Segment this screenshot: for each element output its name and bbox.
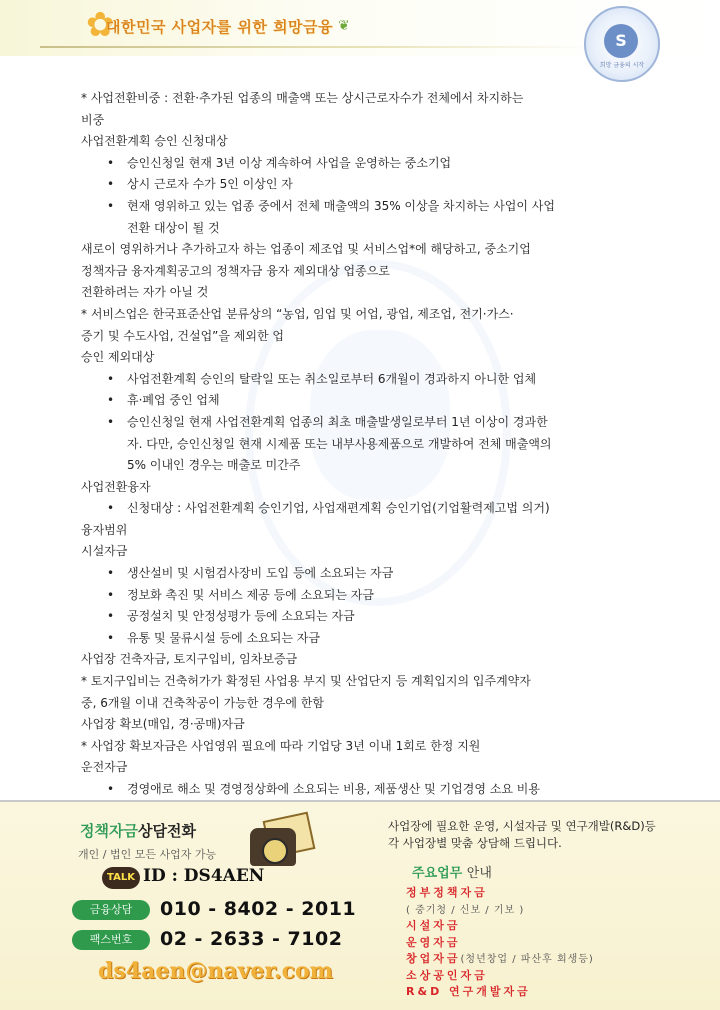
service-item-label: R&D 연구개발자금 (406, 985, 531, 998)
bullet-dot-icon: • (107, 501, 115, 516)
bullet-item (81, 369, 646, 391)
text-line: 융자범위 (81, 522, 128, 537)
service-item (406, 884, 488, 900)
bullet-item (81, 779, 646, 801)
kakaotalk-id[interactable]: ID : DS4AEN (143, 866, 265, 886)
bullet-text: 현재 영위하고 있는 업종 중에서 전체 매출액의 35% 이상을 차지하는 사업이 사업 (127, 198, 555, 213)
text-line: * 사업장 확보자금은 사업영위 필요에 따라 기업당 3년 이내 1회로 한정 지원 (81, 738, 481, 753)
leaf-icon: ❦ (338, 18, 350, 34)
service-item-label: 운영자금 (406, 935, 461, 949)
bullet-dot-icon: • (107, 587, 115, 602)
footer-title-black: 상담전화 (137, 822, 196, 840)
text-line: 새로이 영위하거나 추가하고자 하는 업종이 제조업 및 서비스업*에 해당하고, 중소기업 (81, 242, 531, 257)
service-item (406, 950, 594, 966)
services-heading-black: 안내 (466, 866, 492, 881)
text-line: * 서비스업은 한국표준산업 분류상의 “농업, 임업 및 어업, 광업, 제조업, 전기·가스· (81, 306, 514, 321)
bullet-text: 공정설치 및 안정성평가 등에 소요되는 자금 (127, 609, 355, 624)
bullet-dot-icon: • (107, 414, 115, 429)
text-line: 사업전환계획 승인 신청대상 (81, 134, 228, 149)
bullet-continuation: 전환 대상이 될 것 (127, 220, 220, 235)
flower-icon: ✿ (86, 5, 115, 45)
text-line: 시설자금 (81, 544, 128, 559)
bullet-item (81, 498, 646, 520)
bullet-continuation: 자. 다만, 승인신청일 현재 시제품 또는 내부사용제품으로 개발하여 전체 매출액의 (127, 436, 552, 451)
text-line: * 토지구입비는 건축허가가 확정된 사업용 부지 및 산업단지 등 계획입지의 입주계약자 (81, 674, 531, 689)
bullet-item (81, 196, 646, 218)
text-line: 증기 및 수도사업, 건설업”을 제외한 업 (81, 328, 284, 343)
bullet-item (81, 390, 646, 412)
service-item-label: 소상공인자금 (406, 968, 488, 982)
bullet-text: 생산설비 및 시험검사장비 도입 등에 소요되는 자금 (127, 566, 394, 581)
bullet-item (81, 563, 646, 585)
service-item-label: 정부정책자금 (406, 886, 488, 899)
bullet-text: 유통 및 물류시설 등에 소요되는 자금 (127, 630, 320, 645)
bullet-item (81, 606, 646, 628)
bullet-item (81, 174, 646, 196)
seal-logo (584, 6, 660, 82)
document-body (81, 88, 646, 801)
bullet-dot-icon: • (107, 566, 115, 581)
service-item-label: 시설자금 (406, 919, 461, 932)
text-line: 정책자금 융자계획공고의 정책자금 융자 제외대상 업종으로 (81, 263, 390, 278)
footer-subtitle: 개인 / 법인 모든 사업자 가능 (78, 848, 217, 861)
bullet-item (81, 412, 646, 434)
bullet-dot-icon: • (107, 155, 115, 170)
service-item (406, 901, 524, 916)
service-item (406, 983, 531, 999)
consult-label: 금융상담 (72, 900, 150, 920)
seal-ring-text: 희망 금융의 시작 (599, 62, 645, 69)
service-description-line: 각 사업장별 맞춤 상담해 드립니다. (388, 836, 562, 850)
phone-dial-shape (262, 838, 288, 864)
money-bag-icon: S (604, 24, 638, 58)
bullet-continuation: 5% 이내인 경우는 매출로 미간주 (127, 458, 301, 473)
bullet-item (81, 585, 646, 607)
consult-phone-number[interactable]: 010 - 8402 - 2011 (160, 898, 357, 920)
service-item-note: ( 중기청 / 신보 / 기보 ) (406, 904, 525, 916)
bullet-dot-icon: • (107, 393, 115, 408)
bullet-text: 승인신청일 현재 3년 이상 계속하여 사업을 운영하는 중소기업 (127, 155, 452, 170)
bullet-dot-icon: • (107, 782, 115, 796)
text-line: 승인 제외대상 (81, 350, 155, 365)
service-item-note: (청년창업 / 파산후 회생등) (460, 954, 594, 965)
bullet-text: 사업전환계획 승인의 탈락일 또는 취소일로부터 6개월이 경과하지 아니한 업체 (127, 371, 537, 386)
telephone-icon (244, 812, 310, 874)
text-line: 사업장 건축자금, 토지구입비, 임차보증금 (81, 652, 298, 667)
text-line: 사업장 확보(매입, 경·공매)자금 (81, 717, 245, 732)
bullet-dot-icon: • (107, 630, 115, 645)
bullet-text: 경영애로 해소 및 경영정상화에 소요되는 비용, 제품생산 및 기업경영 소요 비용 (127, 782, 540, 796)
footer-title-green: 정책자금 (80, 822, 138, 840)
service-item-label: 창업자금 (406, 952, 461, 965)
email-link[interactable]: ds4aen@naver.com (98, 958, 333, 984)
bullet-text: 휴·폐업 중인 업체 (127, 393, 220, 408)
fax-label: 팩스번호 (72, 930, 150, 950)
footer-title (80, 820, 196, 841)
bullet-dot-icon: • (107, 371, 115, 386)
bullet-text: 승인신청일 현재 사업전환계획 업종의 최초 매출발생일로부터 1년 이상이 경과한 (127, 414, 548, 429)
bullet-text: 신청대상 : 사업전환계획 승인기업, 사업재편계획 승인기업(기업활력제고법 의거) (127, 501, 550, 516)
service-item (406, 917, 461, 933)
text-line: 운전자금 (81, 760, 128, 775)
text-line: 비중 (81, 112, 105, 127)
service-item (406, 967, 488, 983)
header-underline (40, 46, 600, 48)
bullet-text: 상시 근로자 수가 5인 이상인 자 (127, 177, 293, 192)
service-item (406, 934, 461, 950)
service-description (388, 818, 708, 852)
bullet-item (81, 628, 646, 650)
header-title: 대한민국 사업자를 위한 희망금융 (106, 18, 334, 36)
fax-number[interactable]: 02 - 2633 - 7102 (160, 928, 343, 950)
services-heading (412, 862, 492, 881)
bullet-dot-icon: • (107, 609, 115, 624)
text-line: 중, 6개월 이내 건축착공이 가능한 경우에 한함 (81, 695, 324, 710)
bullet-item (81, 153, 646, 175)
text-line: 전환하려는 자가 아닐 것 (81, 285, 209, 300)
bullet-text: 정보화 촉진 및 서비스 제공 등에 소요되는 자금 (127, 587, 374, 602)
services-heading-green: 주요업무 (412, 866, 463, 881)
bullet-dot-icon: • (107, 177, 115, 192)
kakaotalk-icon: TALK (102, 867, 140, 889)
service-description-line: 사업장에 필요한 운영, 시설자금 및 연구개발(R&D)등 (388, 819, 656, 833)
text-line: * 사업전환비중 : 전환·추가된 업종의 매출액 또는 상시근로자수가 전체에서 차지하는 (81, 91, 524, 105)
text-line: 사업전환융자 (81, 479, 151, 494)
bullet-dot-icon: • (107, 198, 115, 213)
